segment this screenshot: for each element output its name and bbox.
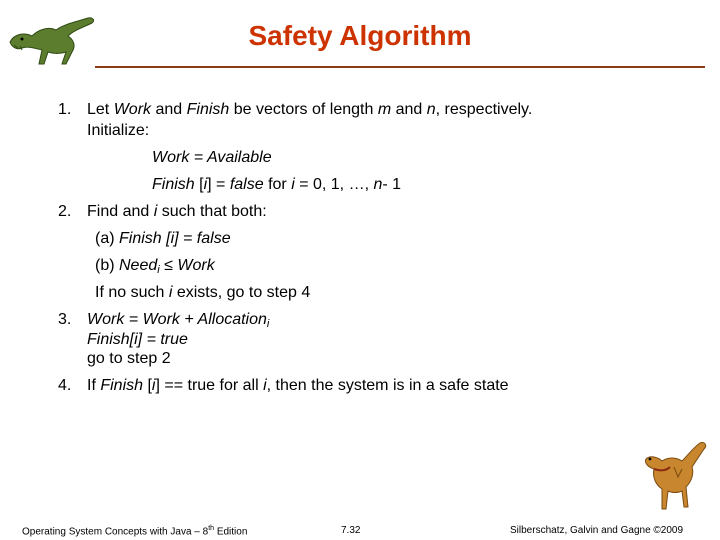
footer-copyright: Silberschatz, Galvin and Gagne ©2009 (510, 525, 684, 536)
dinosaur-standing-icon (630, 437, 710, 522)
step-3-line-3: go to step 2 (87, 350, 171, 367)
step-2-condition-a: (a) Finish [i] = false (95, 230, 231, 247)
title-divider (95, 66, 705, 68)
footer-page-number: 7.32 (341, 525, 361, 536)
slide-title: Safety Algorithm (248, 20, 472, 51)
footer-book-title: Operating System Concepts with Java – 8th Edition (22, 525, 248, 538)
step-4-line-1: If Finish [i] == true for all i, then the system is in a safe state (87, 377, 509, 394)
step-1-work-assign: Work = Available (152, 149, 272, 166)
step-number: 3. (58, 311, 72, 328)
step-number: 4. (58, 377, 72, 394)
step-1-line-2: Initialize: (87, 122, 150, 139)
step-1-line-1: Let Work and Finish be vectors of length m and n, respectively. (87, 101, 533, 118)
step-3-line-2: Finish[i] = true (87, 331, 188, 348)
step-2-condition-b: (b) Need$_i$ ≤ Work (95, 257, 215, 276)
step-2-line-1: Find and i such that both: (87, 203, 267, 220)
step-3-line-1: Work = Work + Allocation$_i$ (87, 311, 270, 330)
step-2-no-such: If no such i exists, go to step 4 (95, 284, 311, 301)
step-number: 2. (58, 203, 72, 220)
step-1-finish-init: Finish [i] = false for i = 0, 1, …, n- 1 (152, 176, 402, 193)
step-number: 1. (58, 101, 72, 118)
